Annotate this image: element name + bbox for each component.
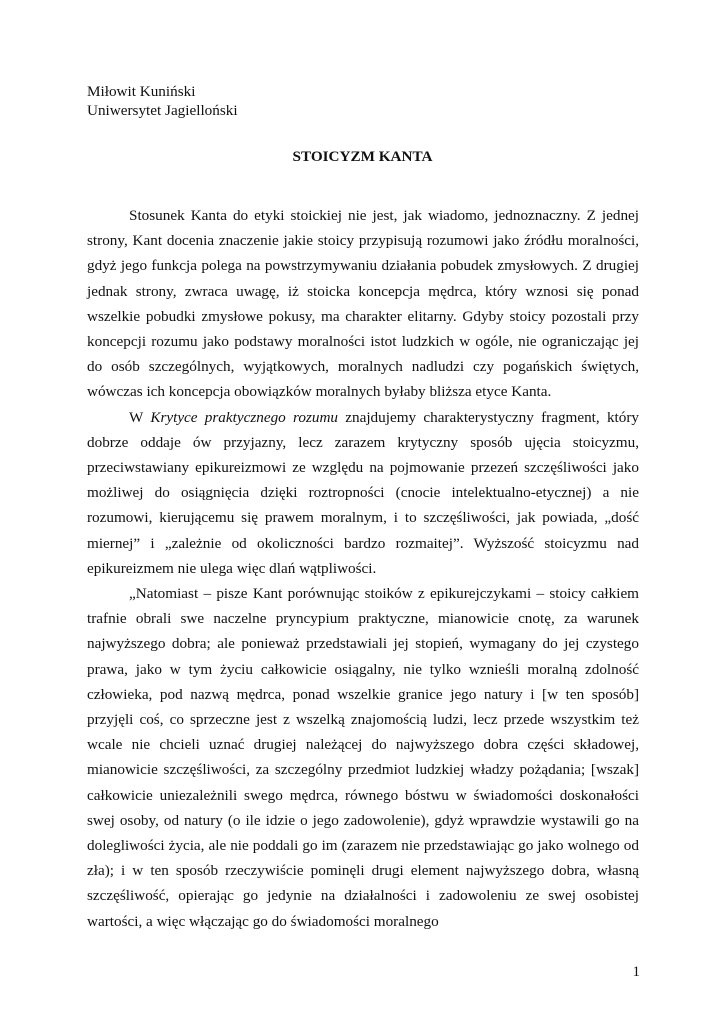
author-affiliation: Uniwersytet Jagielloński: [87, 102, 238, 119]
paragraph-1: Stosunek Kanta do etyki stoickiej nie jest, jak wiadomo, jednoznaczny. Z jednej strony, Kant docenia znaczenie jakie stoicy przypisują rozumowi jako źródłu moralności, gdyż jego funkcja polega na powstrzymywaniu działania pobudek zmysłowych. Z drugiej jednak strony, zwraca uwagę, iż stoicka koncepcja mędrca, który wznosi się ponad wszelkie pobudki zmysłowe pokusy, ma charakter elitarny. Gdyby stoicy pozostali przy koncepcji rozumu jako podstawy moralności istot ludzkich w ogóle, nie ograniczając jej do osób szczególnych, wyjątkowych, moralnych nadludzi czy pogańskich świętych, wówczas ich koncepcja obowiązków moralnych byłaby bliższa etyce Kanta.: [87, 207, 639, 401]
paragraph-2-prefix: W: [129, 408, 151, 426]
document-title: STOICYZM KANTA: [292, 148, 433, 165]
author-block: [87, 82, 238, 120]
paragraph-3: „Natomiast – pisze Kant porównując stoików z epikurejczykami – stoicy całkiem trafnie obrali swe naczelne pryncypium praktyczne, mianowicie cnotę, za warunek najwyższego dobra; ale ponieważ przedstawiali jej stopień, wymagany do jej czystego prawa, jako w tym życiu całkowicie osiągalny, nie tylko wznieśli moralną zdolność człowieka, pod nazwą mędrca, ponad wszelkie granice jego natury i [w ten sposób] przyjęli coś, co sprzeczne jest z wszelką znajomością ludzi, lecz przede wszystkim też wcale nie chcieli uznać drugiej należącej do najwyższego dobra części składowej, mianowicie szczęśliwości, za szczególny przedmiot ludzkiej władzy pożądania; [wszak] całkowicie uniezależnili swego mędrca, równego bóstwu w świadomości doskonałości swej osoby, od natury (o ile idzie o jego zadowolenie), gdyż wprawdzie wystawili go na dolegliwości życia, ale nie poddali go im (zarazem nie przedstawiając go jako wolnego od zła); i w ten sposób rzeczywiście pominęli drugi element najwyższego dobra, własną szczęśliwość, opierając go jedynie na działalności i zadowoleniu ze swej osobistej wartości, a więc włączając go do świadomości moralnego: [87, 585, 639, 930]
page-number: 1: [632, 964, 640, 980]
paragraph-2: [87, 405, 639, 581]
book-title-emphasis: Krytyce praktycznego rozumu: [150, 408, 339, 426]
author-name: Miłowit Kuniński: [87, 83, 196, 100]
body-text: [87, 203, 639, 934]
paragraph-2-text: znajdujemy charakterystyczny fragment, który dobrze oddaje ów przyjazny, lecz zarazem krytyczny sposób ujęcia stoicyzmu, przeciwstawiany epikureizmowi ze względu na pojmowanie przezeń szczęśliwości jako możliwej do osiągnięcia dzięki roztropności (cnocie intelektualno-etycznej) a nie rozumowi, kierującemu się prawem moralnym, i to szczęśliwości, jak powiada, „dość miernej” i „zależnie od okoliczności bardzo rozmaitej”. Wyższość stoicyzmu nad epikureizmem nie ulega więc dlań wątpliwości.: [87, 408, 640, 577]
